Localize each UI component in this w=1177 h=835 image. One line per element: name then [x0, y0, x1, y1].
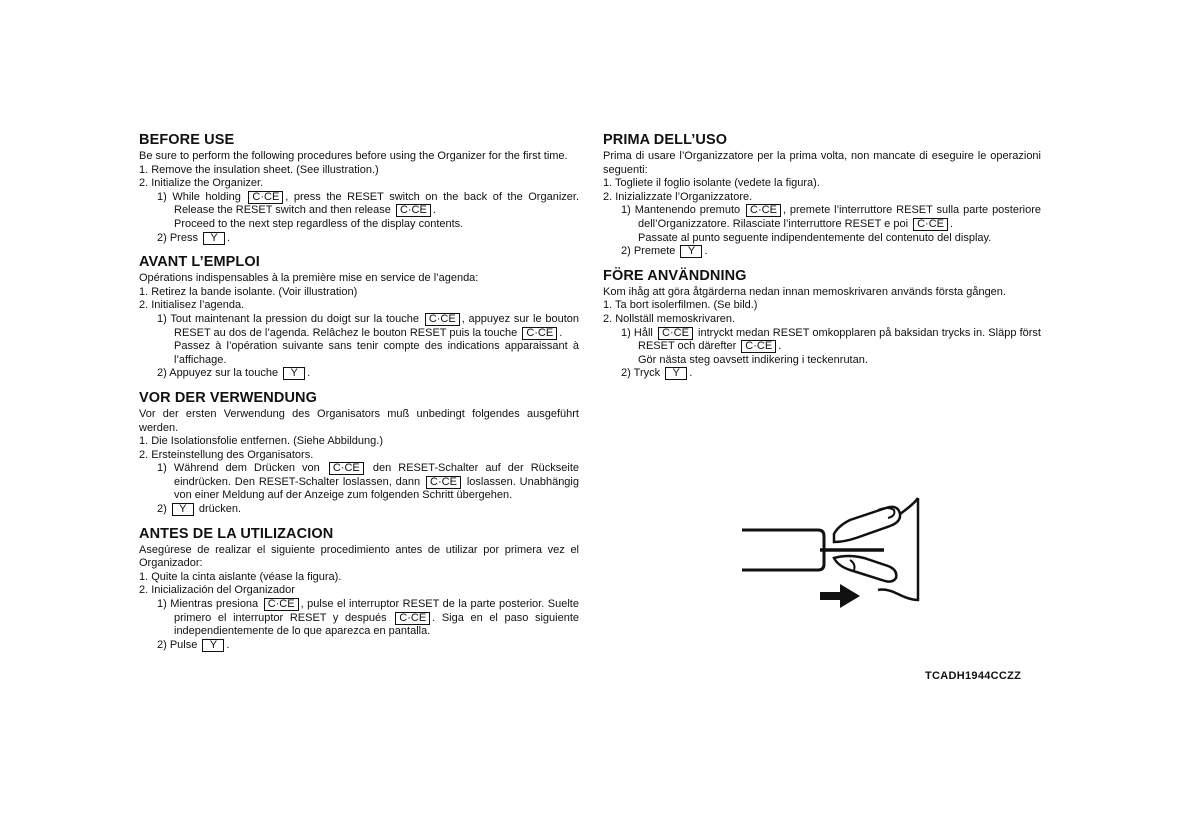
section-intro: Prima di usare l’Organizzatore per la prima volta, non mancate di eseguire le operazioni seguenti: — [603, 150, 1041, 176]
step-1: 1. Quite la cinta aislante (véase la figura). — [139, 570, 342, 583]
cce-key: C·CE — [264, 598, 299, 611]
cce-key: C·CE — [741, 340, 776, 353]
right-column — [603, 131, 1041, 389]
cce-key: C·CE — [746, 204, 781, 217]
section-intro: Opérations indispensables à la première mise en service de l’agenda: — [139, 272, 479, 285]
y-key: Y — [665, 367, 687, 380]
section-title: AVANT L’EMPLOI — [139, 254, 260, 271]
y-key: Y — [283, 367, 305, 380]
section-title: PRIMA DELL’USO — [603, 132, 728, 148]
step-2: 2. Inicialización del Organizador — [139, 584, 295, 597]
section-title: ANTES DE LA UTILIZACION — [139, 525, 334, 542]
hand-pulling-insulation-sheet-icon — [738, 494, 928, 614]
model-code: TCADH1944CCZZ — [925, 670, 1022, 682]
substep-2: 2) Y drücken. — [157, 503, 242, 516]
substep-1: 1) Mientras presiona C·CE , pulse el interruptor RESET de la parte posterior. Suelte primero el interruptor RESET y después C·CE . Siga en el paso siguiente independientemente de lo que aparezca en pantalla. — [157, 598, 579, 638]
substep-1: 1) Håll C·CE intryckt medan RESET omkopplaren på baksidan trycks in. Släpp först RESET och därefter C·CE . — [621, 326, 1041, 353]
cce-key: C·CE — [329, 462, 364, 475]
substep-2: 2) Press Y . — [157, 231, 231, 244]
y-key: Y — [680, 245, 702, 258]
left-column — [139, 131, 579, 660]
substep-1-note: Proceed to the next step regardless of the display contents. — [174, 217, 464, 230]
substep-2: 2) Pulse Y . — [157, 638, 230, 651]
section-before-use — [139, 131, 579, 245]
cce-key: C·CE — [522, 327, 557, 340]
substep-1-note: Passate al punto seguente indipendentemente del contenuto del display. — [638, 231, 992, 244]
section-intro: Kom ihåg att göra åtgärderna nedan innan memoskrivaren används första gången. — [603, 285, 1006, 298]
section-title: VOR DER VERWENDUNG — [139, 389, 317, 406]
cce-key: C·CE — [426, 476, 461, 489]
step-2: 2. Nollställ memoskrivaren. — [603, 312, 736, 325]
arrow-right-icon — [820, 584, 860, 608]
y-key: Y — [202, 639, 224, 652]
step-1: 1. Remove the insulation sheet. (See illustration.) — [139, 163, 379, 176]
substep-1-note: Passez à l’opération suivante sans tenir compte des indications apparaissant à l’affichage. — [174, 340, 579, 366]
section-antes-de-la-utilizacion — [139, 525, 579, 653]
y-key: Y — [203, 232, 225, 245]
cce-key: C·CE — [425, 313, 460, 326]
cce-key: C·CE — [395, 612, 430, 625]
section-fore-anvandning — [603, 267, 1041, 381]
section-title: FÖRE ANVÄNDNING — [603, 267, 747, 284]
organizer-outline — [742, 530, 824, 570]
cce-key: C·CE — [396, 204, 431, 217]
y-key: Y — [172, 503, 194, 516]
step-1: 1. Die Isolationsfolie entfernen. (Siehe Abbildung.) — [139, 435, 383, 448]
section-avant-lemploi — [139, 253, 579, 381]
step-2: 2. Initialize the Organizer. — [139, 177, 264, 190]
substep-1: 1) Mantenendo premuto C·CE , premete l’interruttore RESET sulla parte posteriore dell’Organizzatore. Rilasciate l’interruttore RESET e poi C·CE . — [621, 204, 1041, 230]
step-2: 2. Inizializzate l’Organizzatore. — [603, 190, 753, 203]
thumbnail-outline — [878, 508, 894, 518]
thumb-outline — [834, 507, 900, 542]
section-intro: Be sure to perform the following procedures before using the Organizer for the first time. — [139, 150, 568, 162]
substep-2: 2) Tryck Y . — [621, 367, 693, 380]
section-intro: Vor der ersten Verwendung des Organisators muß unbedingt folgendes ausgeführt werden. — [139, 407, 579, 434]
section-title: BEFORE USE — [139, 132, 235, 148]
step-1: 1. Togliete il foglio isolante (vedete la figura). — [603, 177, 820, 190]
cce-key: C·CE — [248, 191, 283, 204]
step-2: 2. Ersteinstellung des Organisators. — [139, 448, 314, 461]
substep-1: 1) While holding C·CE , press the RESET switch on the back of the Organizer. Release the RESET switch and then release C·CE . — [157, 190, 579, 217]
section-prima-delluso — [603, 131, 1041, 259]
substep-2: 2) Premete Y . — [621, 245, 708, 258]
cce-key: C·CE — [658, 327, 693, 340]
step-1: 1. Ta bort isolerfilmen. (Se bild.) — [603, 299, 758, 312]
substep-2: 2) Appuyez sur la touche Y . — [157, 367, 311, 380]
step-1: 1. Retirez la bande isolante. (Voir illustration) — [139, 285, 358, 298]
section-intro: Asegúrese de realizar el siguiente procedimiento antes de utilizar por primera vez el Organizador: — [139, 543, 579, 570]
section-vor-der-verwendung — [139, 389, 579, 517]
substep-1-note: Gör nästa steg oavsett indikering i teckenrutan. — [638, 353, 868, 366]
substep-1: 1) Tout maintenant la pression du doigt sur la touche C·CE , appuyez sur le bouton RESET au dos de l’agenda. Relâchez le bouton RESET puis la touche C·CE . — [157, 312, 579, 339]
cce-key: C·CE — [913, 218, 948, 231]
step-2: 2. Initialisez l’agenda. — [139, 299, 245, 312]
fingernail-outline — [850, 560, 855, 570]
substep-1: 1) Während dem Drücken von C·CE den RESET-Schalter auf der Rückseite eindrücken. Den RESET-Schalter loslassen, dann C·CE loslassen. Unabhängig von einer Meldung auf der Anzeige zum folgenden Schritt übergehen. — [157, 462, 580, 502]
finger-outline — [834, 556, 896, 582]
